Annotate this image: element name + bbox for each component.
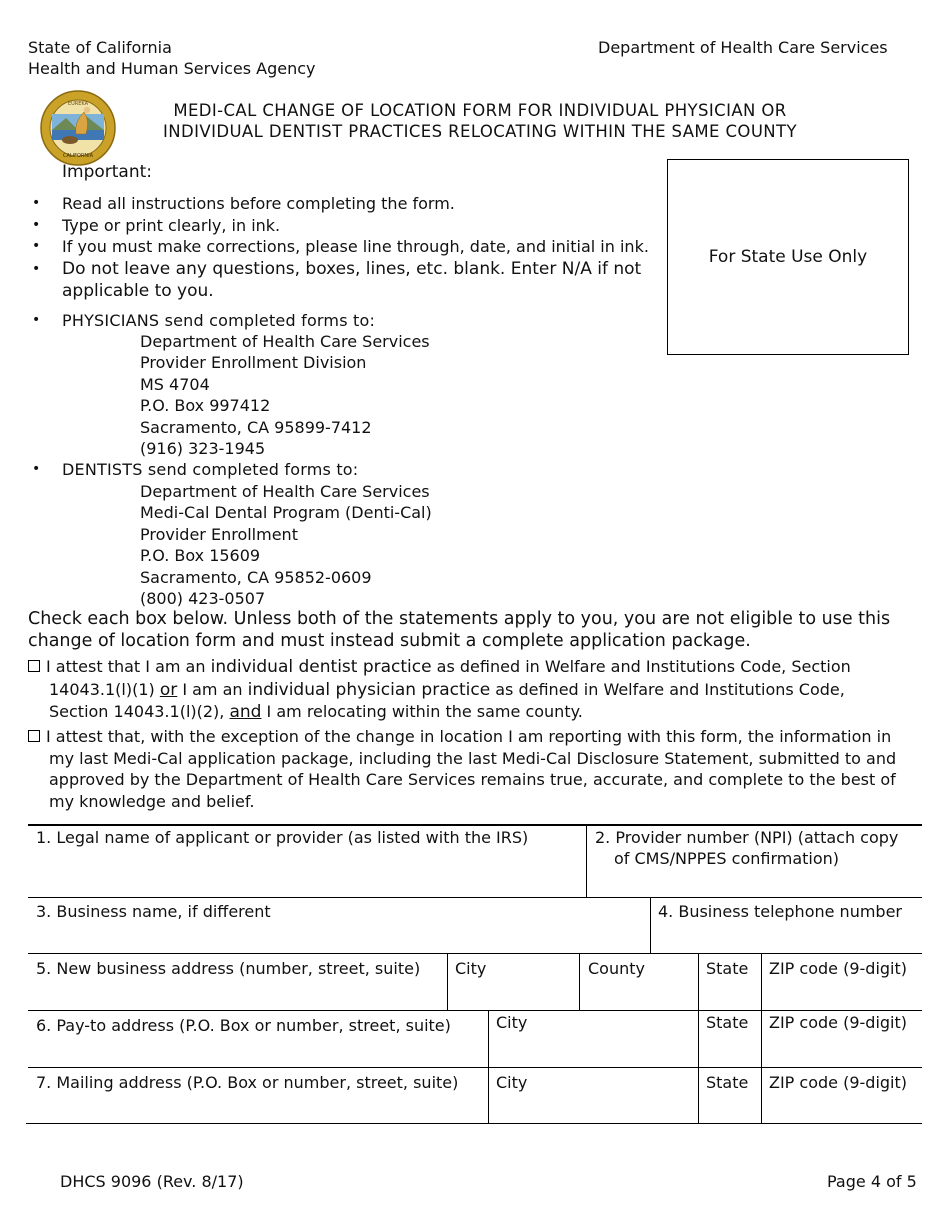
- field-6-state[interactable]: State: [706, 1013, 749, 1032]
- attest-1-text: as defined in Welfare and Institutions Code, Section 14043.1(l)(1): [49, 657, 851, 699]
- field-5-new-business-address[interactable]: 5. New business address (number, street, suite): [36, 959, 421, 978]
- form-title-line2: INDIVIDUAL DENTIST PRACTICES RELOCATING WITHIN THE SAME COUNTY: [163, 122, 797, 141]
- grid-row-divider: [28, 897, 922, 898]
- address-line: Sacramento, CA 95899-7412: [140, 417, 372, 437]
- physicians-heading: • PHYSICIANS send completed forms to:: [30, 310, 375, 331]
- address-line: Provider Enrollment: [140, 524, 298, 544]
- footer-form-id: DHCS 9096 (Rev. 8/17): [60, 1172, 244, 1191]
- attest-1-term-physician: individual physician practice: [247, 679, 491, 700]
- dentists-section: [30, 459, 358, 480]
- address-line: P.O. Box 997412: [140, 396, 271, 416]
- field-6-zip[interactable]: ZIP code (9-digit): [769, 1013, 907, 1032]
- state-use-only-label: For State Use Only: [708, 247, 868, 267]
- dentists-address: [140, 481, 432, 609]
- field-1-legal-name[interactable]: 1. Legal name of applicant or provider (as listed with the IRS): [36, 828, 529, 847]
- field-2-label-line1: 2. Provider number (NPI) (attach copy: [595, 828, 899, 847]
- important-label: Important:: [62, 162, 153, 182]
- grid-divider: [650, 898, 651, 953]
- grid-divider: [761, 954, 762, 1124]
- grid-row-divider: [28, 953, 922, 954]
- header-department: Department of Health Care Services: [598, 38, 888, 57]
- address-line: MS 4704: [140, 374, 210, 394]
- grid-divider: [579, 954, 580, 1010]
- grid-divider: [698, 954, 699, 1124]
- attest-1-text: I am an: [177, 679, 248, 699]
- grid-divider: [447, 954, 448, 1010]
- grid-row-divider: [28, 1067, 922, 1068]
- field-2-label-line2: of CMS/NPPES confirmation): [614, 849, 840, 868]
- check-intro-text: Check each box below. Unless both of the statements apply to you, you are not eligible to use this change of location form and must instead submit a complete application package.: [28, 609, 891, 651]
- grid-divider: [586, 825, 587, 897]
- attest-1-term-dentist: individual dentist practice: [210, 657, 432, 677]
- attestation-1: [28, 656, 908, 724]
- attest-2-checkbox[interactable]: [28, 730, 40, 742]
- address-line: Sacramento, CA 95852-0609: [140, 567, 372, 587]
- seal-banner-text: EUREKA: [67, 101, 89, 107]
- field-5-city[interactable]: City: [455, 959, 487, 978]
- attest-1-text: I attest that I am an: [46, 657, 211, 676]
- address-line: P.O. Box 15609: [140, 546, 261, 566]
- state-seal-logo: [40, 90, 116, 166]
- field-7-city[interactable]: City: [496, 1073, 528, 1092]
- field-5-zip[interactable]: ZIP code (9-digit): [769, 959, 907, 978]
- instruction-item: • Read all instructions before completing the form.: [30, 193, 670, 215]
- dentists-heading: • DENTISTS send completed forms to:: [30, 459, 358, 480]
- instruction-item: • Do not leave any questions, boxes, lines, etc. blank. Enter N/A if not applicable to you.: [30, 258, 662, 302]
- form-grid-bottom-border: [26, 1123, 922, 1124]
- attest-1-text: as defined in Welfare and Institutions Code, Section 14043.1(l)(2),: [49, 679, 845, 722]
- address-line: Department of Health Care Services: [140, 482, 430, 501]
- field-7-state[interactable]: State: [706, 1073, 749, 1092]
- field-6-city[interactable]: City: [496, 1013, 528, 1032]
- attest-1-checkbox[interactable]: [28, 660, 40, 672]
- field-7-zip[interactable]: ZIP code (9-digit): [769, 1073, 907, 1092]
- address-line: Provider Enrollment Division: [140, 353, 367, 373]
- address-line: (916) 323-1945: [140, 439, 266, 459]
- form-grid-top-border: [28, 824, 922, 826]
- instruction-item: • Type or print clearly, in ink.: [30, 215, 670, 237]
- attest-1-text: I am relocating within the same county.: [261, 702, 583, 722]
- attestation-2: [28, 726, 908, 812]
- header-state: State of California: [28, 38, 172, 57]
- header-agency: Health and Human Services Agency: [28, 59, 316, 78]
- field-3-business-name[interactable]: 3. Business name, if different: [36, 902, 271, 921]
- seal-bottom-text: CALIFORNIA: [62, 153, 94, 159]
- state-use-only-box: [667, 159, 909, 355]
- form-title-line1: MEDI-CAL CHANGE OF LOCATION FORM FOR INDIVIDUAL PHYSICIAN OR: [173, 101, 787, 120]
- address-line: Medi-Cal Dental Program (Denti-Cal): [140, 503, 432, 523]
- field-6-pay-to-address[interactable]: 6. Pay-to address (P.O. Box or number, street, suite): [36, 1016, 451, 1035]
- field-5-county[interactable]: County: [588, 959, 645, 978]
- form-title: [120, 100, 840, 142]
- instruction-item: • If you must make corrections, please line through, date, and initial in ink.: [30, 236, 670, 258]
- attest-1-and: and: [229, 702, 262, 723]
- field-7-mailing-address[interactable]: 7. Mailing address (P.O. Box or number, street, suite): [36, 1073, 459, 1092]
- field-4-business-telephone[interactable]: 4. Business telephone number: [658, 902, 902, 921]
- field-2-provider-number[interactable]: [595, 827, 898, 869]
- field-5-state[interactable]: State: [706, 959, 749, 978]
- physicians-address: [140, 331, 430, 459]
- address-line: Department of Health Care Services: [140, 332, 430, 351]
- address-line: (800) 423-0507: [140, 589, 266, 609]
- footer-page-number: Page 4 of 5: [827, 1172, 917, 1191]
- attest-1-or: or: [159, 679, 178, 700]
- physicians-section: [30, 310, 375, 331]
- attest-2-text: I attest that, with the exception of the change in location I am reporting with this form, the information in my last Medi-Cal application package, including the last Medi-Cal Disclosure Statement, submitted to and approved by the Department of Health Care Services remains true, accurate, and complete to the best of my knowledge and belief.: [46, 727, 897, 811]
- grid-row-divider: [28, 1010, 922, 1011]
- instructions-list: [30, 193, 670, 302]
